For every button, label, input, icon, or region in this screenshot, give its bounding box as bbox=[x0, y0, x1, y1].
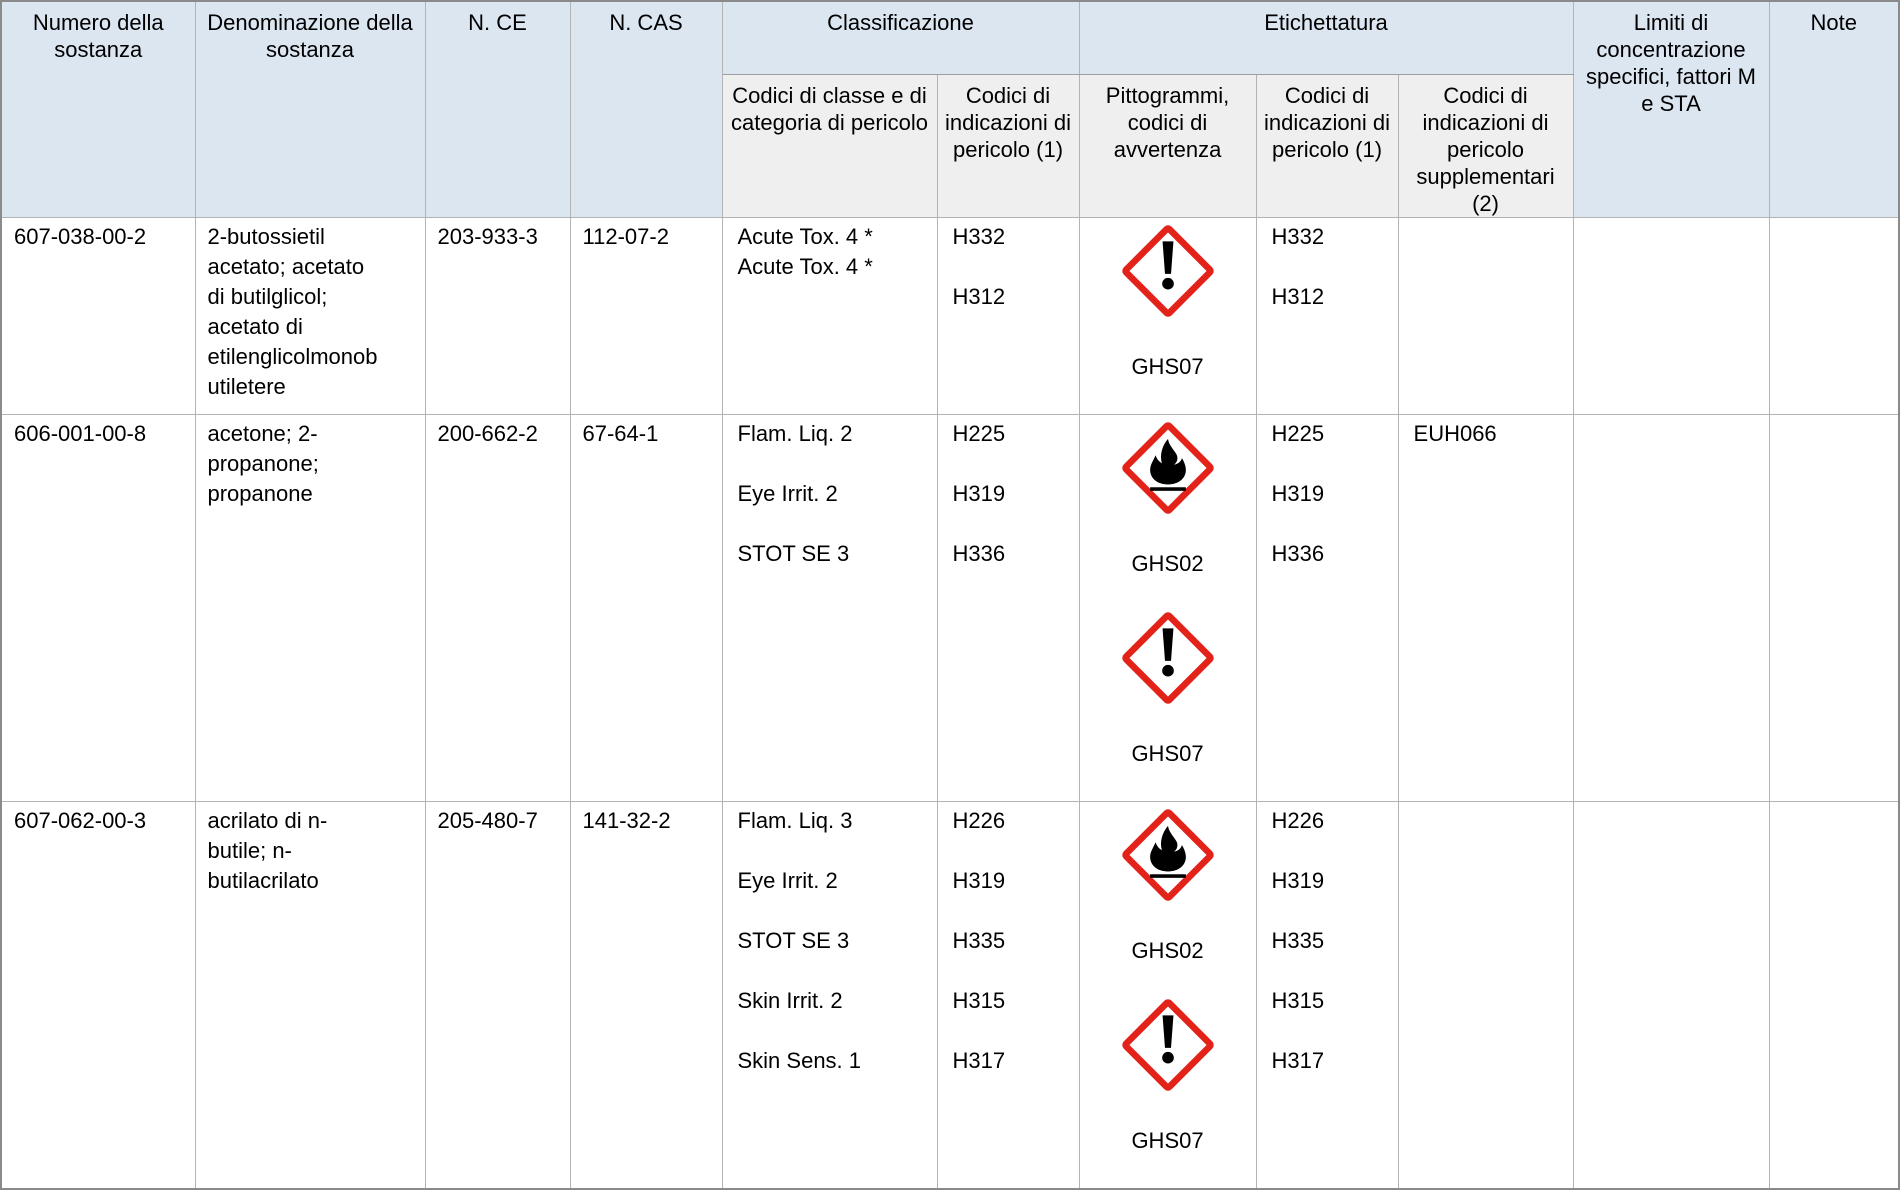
name_lines-line: utiletere bbox=[207, 373, 286, 399]
supplementary-hazard-codes-cell bbox=[1398, 217, 1573, 414]
classification.class_category_codes-line bbox=[738, 956, 931, 986]
classification.hazard_codes-line: H317 bbox=[952, 1047, 1006, 1073]
pictogram-code-label: GHS02 bbox=[1131, 550, 1204, 576]
name_lines-line: acetato; acetato bbox=[207, 253, 365, 279]
ghs-pictogram bbox=[1080, 421, 1256, 611]
pictogram-code-label: GHS02 bbox=[1131, 937, 1204, 963]
labelling.hazard_codes-line: H332 bbox=[1271, 223, 1325, 249]
cas-number-cell: 112-07-2 bbox=[570, 217, 722, 414]
class-category-codes-cell bbox=[722, 414, 937, 801]
classification.class_category_codes-line bbox=[738, 896, 931, 926]
name_lines-line: etilenglicolmonob bbox=[207, 343, 378, 369]
classification-hazard-codes-cell bbox=[937, 217, 1079, 414]
classification.class_category_codes-line bbox=[738, 836, 931, 866]
labelling.hazard_codes-line: H315 bbox=[1271, 987, 1325, 1013]
notes-cell bbox=[1769, 801, 1899, 1189]
pictograms-cell bbox=[1079, 414, 1256, 801]
notes-cell bbox=[1769, 414, 1899, 801]
classification.hazard_codes-line bbox=[953, 252, 1073, 282]
substance-number-cell: 607-062-00-3 bbox=[1, 801, 195, 1189]
classification.hazard_codes-line bbox=[953, 509, 1073, 539]
header-class-category-codes: Codici di classe e di categoria di pericolo bbox=[722, 74, 937, 217]
name_lines-line: butilacrilato bbox=[207, 867, 319, 893]
substance-row bbox=[1, 217, 1899, 414]
classification.hazard_codes-line: H312 bbox=[952, 283, 1006, 309]
labelling.hazard_codes-line: H312 bbox=[1271, 283, 1325, 309]
classification.hazard_codes-line: H226 bbox=[952, 807, 1006, 833]
header-notes: Note bbox=[1769, 1, 1899, 217]
classification.hazard_codes-line: H336 bbox=[952, 540, 1006, 566]
classification.class_category_codes-line bbox=[738, 1016, 931, 1046]
ghs-pictogram bbox=[1080, 611, 1256, 801]
header-cas-number: N. CAS bbox=[570, 1, 722, 217]
class-category-codes-cell bbox=[722, 801, 937, 1189]
labelling.hazard_codes-line bbox=[1272, 509, 1392, 539]
cas-number-cell: 67-64-1 bbox=[570, 414, 722, 801]
supplementary-hazard-codes-cell bbox=[1398, 414, 1573, 801]
header-pictograms: Pittogrammi, codici di avvertenza bbox=[1079, 74, 1256, 217]
labelling.hazard_codes-line bbox=[1272, 956, 1392, 986]
labelling.supplementary_codes-line: EUH066 bbox=[1413, 420, 1497, 446]
header-concentration-limits: Limiti di concentrazione specifici, fattori M e STA bbox=[1573, 1, 1769, 217]
classification.class_category_codes-line: Acute Tox. 4 * bbox=[737, 253, 873, 279]
pictogram-code-label: GHS07 bbox=[1131, 353, 1204, 379]
ghs-pictogram bbox=[1080, 808, 1256, 998]
labelling.hazard_codes-line: H336 bbox=[1271, 540, 1325, 566]
exclamation-icon bbox=[1121, 998, 1215, 1092]
ec-number-cell: 205-480-7 bbox=[425, 801, 570, 1189]
labelling.hazard_codes-line: H317 bbox=[1271, 1047, 1325, 1073]
name_lines-line: 2-butossietil bbox=[207, 223, 325, 249]
substance-row bbox=[1, 414, 1899, 801]
classification.class_category_codes-line: Skin Irrit. 2 bbox=[737, 987, 843, 1013]
flame-icon bbox=[1121, 421, 1215, 515]
name_lines-line: di butilglicol; bbox=[207, 283, 328, 309]
substance-name-cell bbox=[195, 801, 425, 1189]
header-classification: Classificazione bbox=[722, 1, 1079, 74]
classification.class_category_codes-line: Flam. Liq. 3 bbox=[737, 807, 853, 833]
substance-row bbox=[1, 801, 1899, 1189]
classification.hazard_codes-line bbox=[953, 1016, 1073, 1046]
header-substance-number: Numero della sostanza bbox=[1, 1, 195, 217]
pictogram-code-label: GHS07 bbox=[1131, 740, 1204, 766]
pictogram-code-label: GHS07 bbox=[1131, 1127, 1204, 1153]
substance-name-cell bbox=[195, 217, 425, 414]
labelling.hazard_codes-line bbox=[1272, 252, 1392, 282]
classification.class_category_codes-line: Eye Irrit. 2 bbox=[737, 867, 838, 893]
labelling.hazard_codes-line bbox=[1272, 896, 1392, 926]
ec-number-cell: 203-933-3 bbox=[425, 217, 570, 414]
classification.class_category_codes-line: Acute Tox. 4 * bbox=[737, 223, 873, 249]
labelling.hazard_codes-line bbox=[1272, 1016, 1392, 1046]
classification.hazard_codes-line bbox=[953, 836, 1073, 866]
labelling.hazard_codes-line bbox=[1272, 836, 1392, 866]
supplementary-hazard-codes-cell bbox=[1398, 801, 1573, 1189]
labelling.hazard_codes-line: H319 bbox=[1271, 480, 1325, 506]
ghs-pictogram bbox=[1080, 224, 1256, 414]
classification.class_category_codes-line bbox=[738, 509, 931, 539]
classification.hazard_codes-line bbox=[953, 896, 1073, 926]
classification.class_category_codes-line: Flam. Liq. 2 bbox=[737, 420, 853, 446]
pictograms-cell bbox=[1079, 217, 1256, 414]
classification.hazard_codes-line: H225 bbox=[952, 420, 1006, 446]
classification.hazard_codes-line bbox=[953, 956, 1073, 986]
classification.class_category_codes-line bbox=[738, 449, 931, 479]
labelling.hazard_codes-line: H226 bbox=[1271, 807, 1325, 833]
header-labelling-hazard-codes: Codici di indicazioni di pericolo (1) bbox=[1256, 74, 1398, 217]
classification.hazard_codes-line: H315 bbox=[952, 987, 1006, 1013]
classification.hazard_codes-line: H332 bbox=[952, 223, 1006, 249]
ec-number-cell: 200-662-2 bbox=[425, 414, 570, 801]
header-ec-number: N. CE bbox=[425, 1, 570, 217]
name_lines-line: acetone; 2- bbox=[207, 420, 318, 446]
labelling.hazard_codes-line: H225 bbox=[1271, 420, 1325, 446]
class-category-codes-cell bbox=[722, 217, 937, 414]
labelling-hazard-codes-cell bbox=[1256, 414, 1398, 801]
name_lines-line: acetato di bbox=[207, 313, 303, 339]
header-substance-name: Denominazione della sostanza bbox=[195, 1, 425, 217]
labelling-hazard-codes-cell bbox=[1256, 217, 1398, 414]
concentration-limits-cell bbox=[1573, 414, 1769, 801]
exclamation-icon bbox=[1121, 611, 1215, 705]
labelling-hazard-codes-cell bbox=[1256, 801, 1398, 1189]
classification.hazard_codes-line: H319 bbox=[952, 867, 1006, 893]
classification.hazard_codes-line bbox=[953, 449, 1073, 479]
exclamation-icon bbox=[1121, 224, 1215, 318]
flame-icon bbox=[1121, 808, 1215, 902]
name_lines-line: propanone bbox=[207, 480, 313, 506]
classification.class_category_codes-line: Eye Irrit. 2 bbox=[737, 480, 838, 506]
name_lines-line: butile; n- bbox=[207, 837, 292, 863]
classification.class_category_codes-line: STOT SE 3 bbox=[737, 540, 850, 566]
classification.hazard_codes-line: H319 bbox=[952, 480, 1006, 506]
classification.class_category_codes-line: Skin Sens. 1 bbox=[737, 1047, 862, 1073]
ghs-pictogram bbox=[1080, 998, 1256, 1188]
classification-hazard-codes-cell bbox=[937, 801, 1079, 1189]
concentration-limits-cell bbox=[1573, 217, 1769, 414]
header-classification-hazard-codes: Codici di indicazioni di pericolo (1) bbox=[937, 74, 1079, 217]
substance-number-cell: 606-001-00-8 bbox=[1, 414, 195, 801]
labelling.hazard_codes-line: H335 bbox=[1271, 927, 1325, 953]
classification.hazard_codes-line: H335 bbox=[952, 927, 1006, 953]
name_lines-line: acrilato di n- bbox=[207, 807, 328, 833]
classification-hazard-codes-cell bbox=[937, 414, 1079, 801]
notes-cell bbox=[1769, 217, 1899, 414]
labelling.hazard_codes-line: H319 bbox=[1271, 867, 1325, 893]
substance-name-cell bbox=[195, 414, 425, 801]
header-supplementary-hazard-codes: Codici di indicazioni di pericolo supplementari (2) bbox=[1398, 74, 1573, 217]
header-labelling: Etichettatura bbox=[1079, 1, 1573, 74]
pictograms-cell bbox=[1079, 801, 1256, 1189]
concentration-limits-cell bbox=[1573, 801, 1769, 1189]
labelling.hazard_codes-line bbox=[1272, 449, 1392, 479]
header-row-top bbox=[1, 1, 1899, 74]
cas-number-cell: 141-32-2 bbox=[570, 801, 722, 1189]
name_lines-line: propanone; bbox=[207, 450, 319, 476]
substance-number-cell: 607-038-00-2 bbox=[1, 217, 195, 414]
classification.class_category_codes-line: STOT SE 3 bbox=[737, 927, 850, 953]
